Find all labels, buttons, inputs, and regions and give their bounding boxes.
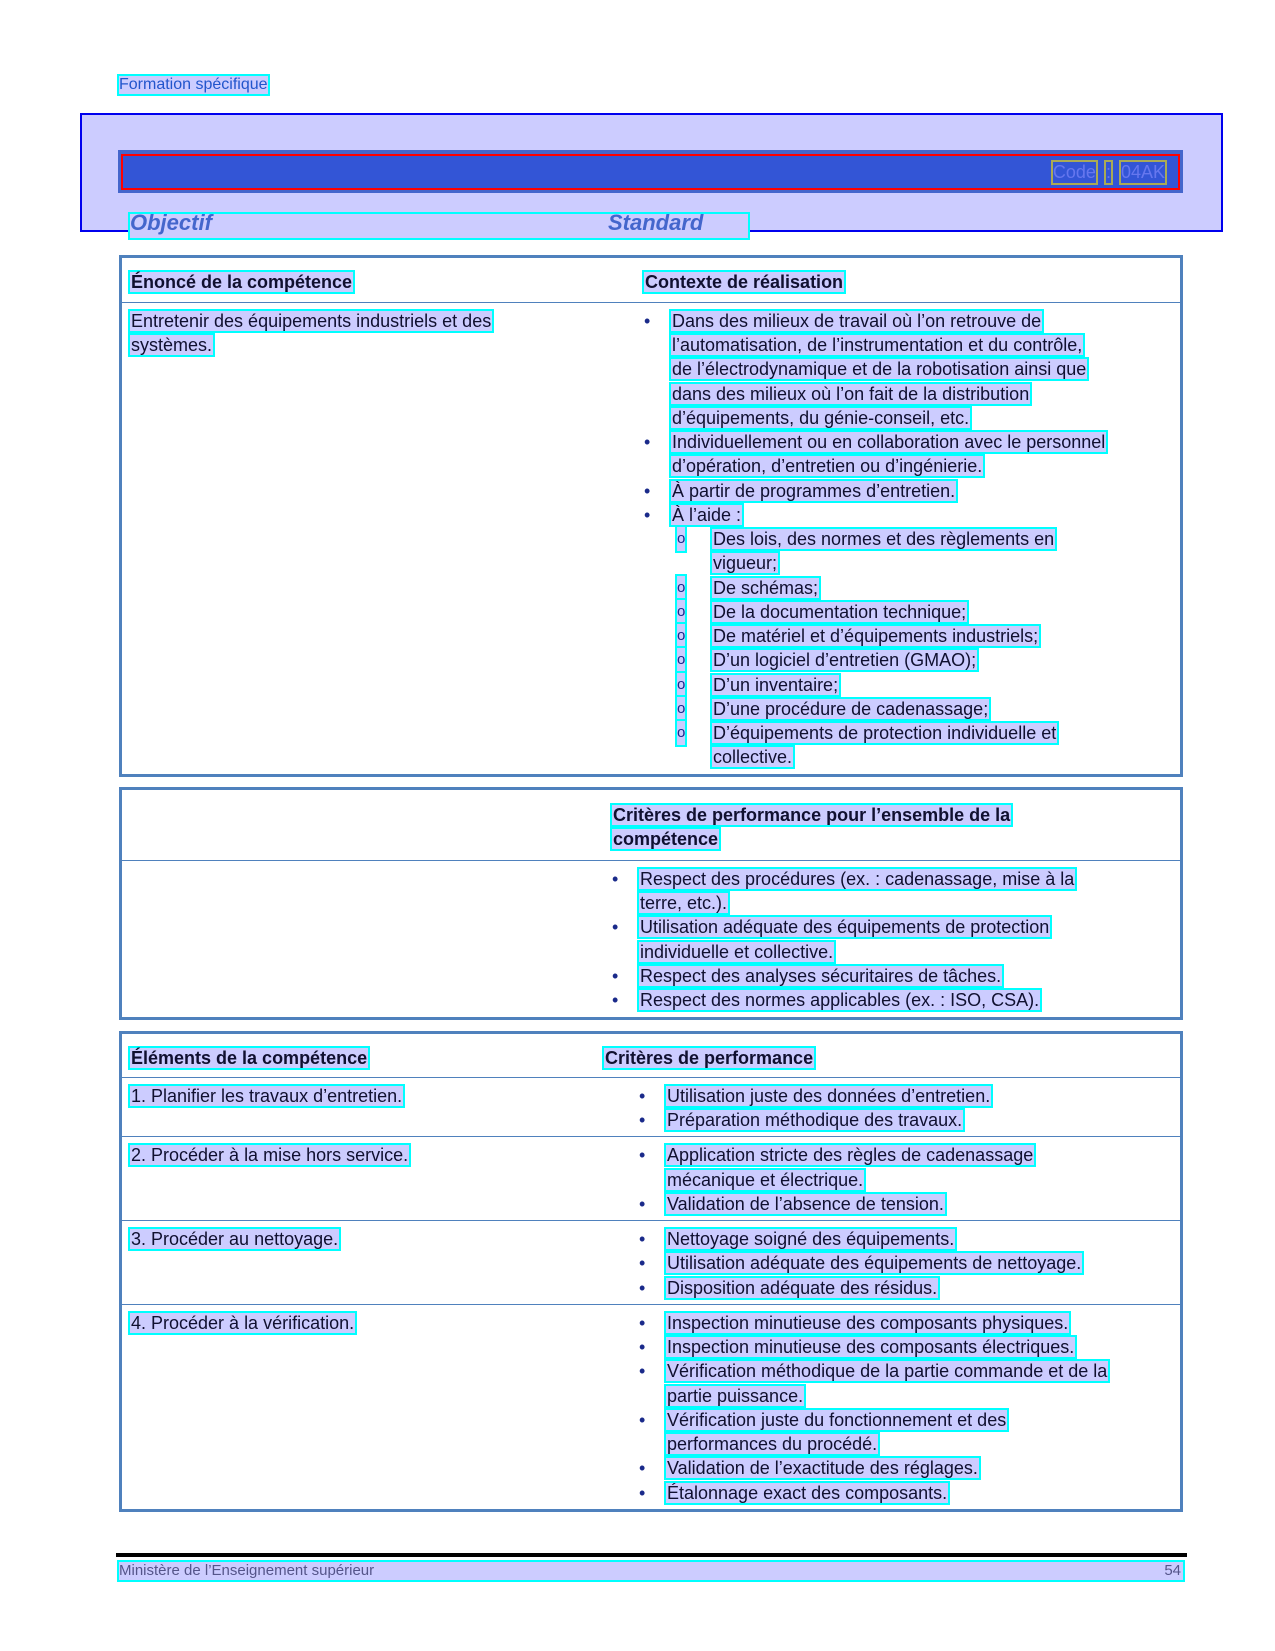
sub-list-item [644, 721, 1180, 769]
list-item-text: Utilisation adéquate des équipements de protection [640, 917, 1050, 938]
bullet-icon: • [612, 990, 619, 1011]
list-item [639, 1481, 1180, 1505]
list-item-text: Respect des analyses sécuritaires de tâches. [640, 965, 1002, 986]
element-row [122, 1220, 1180, 1304]
performance-criteria-list [639, 1227, 1180, 1300]
list-item-text: À partir de programmes d’entretien. [672, 480, 956, 501]
bullet-icon: • [644, 432, 651, 453]
bullet-icon: • [639, 1277, 646, 1298]
objective-standard-heading [130, 210, 748, 238]
bullet-icon: • [612, 869, 619, 889]
footer-rule [116, 1553, 1187, 1557]
criteria-header-line: Critères de performance pour l’ensemble de la [613, 805, 1011, 825]
list-item-text: De schémas; [713, 577, 819, 598]
enonce-header: Énoncé de la compétence [131, 272, 353, 292]
objectif-heading: Objectif [130, 210, 212, 235]
list-item-text: De la documentation technique; [713, 601, 967, 622]
list-item-text: performances du procédé. [667, 1434, 878, 1455]
contexte-header: Contexte de réalisation [645, 272, 844, 292]
bullet-icon: • [612, 917, 619, 938]
list-item [639, 1456, 1180, 1480]
list-item-text: Respect des procédures (ex. : cadenassage, mise à la [640, 869, 1075, 889]
performance-header: Critères de performance [605, 1048, 814, 1068]
list-item-text: individuelle et collective. [640, 941, 834, 962]
table-header-row [122, 790, 1180, 860]
table-header-row [122, 258, 1180, 302]
title-band-inner [121, 154, 1180, 190]
list-item [639, 1359, 1180, 1407]
list-item [639, 1143, 1180, 1191]
sub-bullet-icon: o [677, 600, 685, 624]
list-item-text: Respect des normes applicables (ex. : ISO, CSA). [640, 990, 1040, 1011]
list-item-text: Individuellement ou en collaboration avec le personnel [672, 432, 1106, 453]
bullet-icon: • [639, 1145, 646, 1166]
list-item-text: Utilisation juste des données d’entretien. [667, 1086, 991, 1106]
sub-bullet-icon: o [677, 673, 685, 697]
sub-list-item [644, 697, 1180, 721]
footer-ministry: Ministère de l’Enseignement supérieur [119, 1562, 375, 1579]
performance-criteria-list [639, 1143, 1180, 1216]
element-text: 1. Planifier les travaux d’entretien. [131, 1086, 403, 1106]
element-text: 4. Procéder à la vérification. [131, 1312, 355, 1333]
bullet-icon: • [639, 1110, 646, 1131]
bullet-icon: • [644, 480, 651, 501]
code-separator: : [1105, 162, 1111, 182]
code-label: Code [1052, 162, 1096, 182]
list-item-text: Validation de l’exactitude des réglages. [667, 1458, 978, 1479]
list-item [639, 1108, 1180, 1132]
list-item-text: terre, etc.). [640, 893, 728, 914]
list-item [639, 1192, 1180, 1216]
list-item-text: D’une procédure de cadenassage; [713, 698, 989, 719]
global-criteria-table [119, 787, 1183, 1020]
bullet-icon: • [612, 965, 619, 986]
bullet-icon: • [639, 1312, 646, 1333]
list-item-text: D’un logiciel d’entretien (GMAO); [713, 650, 977, 671]
sub-bullet-icon: o [677, 648, 685, 672]
elements-header: Éléments de la compétence [131, 1048, 368, 1068]
code-value: 04AK [1120, 162, 1165, 182]
sub-bullet-icon: o [677, 624, 685, 648]
table-header-row [122, 1034, 1180, 1077]
list-item-text: Validation de l’absence de tension. [667, 1193, 944, 1214]
list-item-text: Inspection minutieuse des composants électriques. [667, 1337, 1075, 1358]
list-item-text: mécanique et électrique. [667, 1169, 864, 1190]
sub-list-item [644, 576, 1180, 600]
footer [119, 1562, 1183, 1580]
list-item [612, 915, 1180, 963]
list-item-text: Vérification juste du fonctionnement et des [667, 1409, 1007, 1430]
list-item [639, 1084, 1180, 1108]
list-item [612, 988, 1180, 1012]
element-row [122, 1077, 1180, 1136]
sub-bullet-icon: o [677, 721, 685, 745]
sub-bullet-icon: o [677, 697, 685, 721]
list-item-text: Des lois, des normes et des règlements en [713, 529, 1055, 550]
list-item-text: D’équipements de protection individuelle et [713, 722, 1057, 743]
list-item-text: partie puissance. [667, 1385, 804, 1406]
section-label: Formation spécifique [119, 76, 268, 93]
competency-code [1053, 162, 1165, 183]
list-item [612, 964, 1180, 988]
performance-criteria-list [639, 1084, 1180, 1132]
list-item [644, 479, 1180, 503]
element-row [122, 1136, 1180, 1220]
list-item-text: À l’aide : [672, 504, 742, 525]
list-item [639, 1251, 1180, 1275]
list-item-text: d’équipements, du génie-conseil, etc. [672, 407, 970, 428]
enonce-line: systèmes. [131, 335, 213, 356]
element-text: 3. Procéder au nettoyage. [131, 1229, 339, 1250]
elements-table [119, 1031, 1183, 1512]
bullet-icon: • [644, 504, 651, 525]
competency-statement-table [119, 255, 1183, 777]
sub-list-item [644, 527, 1180, 575]
standard-heading: Standard [608, 210, 704, 235]
context-list [644, 309, 1180, 769]
list-item-text: Application stricte des règles de cadenassage [667, 1145, 1034, 1166]
sub-list-item [644, 673, 1180, 697]
list-item-text: Utilisation adéquate des équipements de nettoyage. [667, 1253, 1082, 1274]
criteria-header-line: compétence [613, 829, 719, 850]
list-item [644, 309, 1180, 430]
list-item-text: Dans des milieux de travail où l’on retrouve de [672, 311, 1042, 331]
bullet-icon: • [639, 1482, 646, 1503]
element-row [122, 1304, 1180, 1509]
bullet-icon: • [639, 1253, 646, 1274]
list-item [612, 867, 1180, 915]
table-row [122, 302, 1180, 774]
bullet-icon: • [639, 1409, 646, 1430]
page-number: 54 [1164, 1562, 1181, 1579]
list-item-text: collective. [713, 747, 793, 768]
list-item-text: l’automatisation, de l’instrumentation et du contrôle, [672, 335, 1083, 356]
list-item-text: Nettoyage soigné des équipements. [667, 1229, 955, 1250]
list-item-text: d’opération, d’entretien ou d’ingénierie. [672, 456, 983, 477]
element-text: 2. Procéder à la mise hors service. [131, 1145, 409, 1166]
list-item [639, 1311, 1180, 1335]
list-item-text: dans des milieux où l’on fait de la distribution [672, 383, 1030, 404]
list-item [644, 503, 1180, 527]
list-item-text: De matériel et d’équipements industriels; [713, 626, 1039, 647]
list-item-text: Préparation méthodique des travaux. [667, 1110, 963, 1131]
list-item-text: de l’électrodynamique et de la robotisation ainsi que [672, 359, 1087, 380]
sub-list-item [644, 624, 1180, 648]
sub-bullet-icon: o [677, 576, 685, 600]
list-item [639, 1276, 1180, 1300]
list-item [639, 1227, 1180, 1251]
list-item-text: Disposition adéquate des résidus. [667, 1277, 938, 1298]
list-item-text: Vérification méthodique de la partie commande et de la [667, 1361, 1108, 1382]
bullet-icon: • [639, 1458, 646, 1479]
list-item-text: D’un inventaire; [713, 674, 839, 695]
list-item-text: Étalonnage exact des composants. [667, 1482, 948, 1503]
bullet-icon: • [639, 1193, 646, 1214]
list-item-text: Inspection minutieuse des composants physiques. [667, 1312, 1069, 1333]
table-row [122, 860, 1180, 1017]
list-item [639, 1335, 1180, 1359]
list-item-text: vigueur; [713, 553, 778, 574]
bullet-icon: • [639, 1086, 646, 1106]
list-item [644, 430, 1180, 478]
performance-criteria-list [639, 1311, 1180, 1505]
sub-list-item [644, 648, 1180, 672]
enonce-line: Entretenir des équipements industriels et des [131, 311, 492, 331]
bullet-icon: • [639, 1229, 646, 1250]
sub-bullet-icon: o [677, 527, 685, 551]
bullet-icon: • [639, 1337, 646, 1358]
sub-list-item [644, 600, 1180, 624]
bullet-icon: • [644, 311, 651, 331]
global-criteria-list [612, 867, 1180, 1012]
list-item [639, 1408, 1180, 1456]
bullet-icon: • [639, 1361, 646, 1382]
